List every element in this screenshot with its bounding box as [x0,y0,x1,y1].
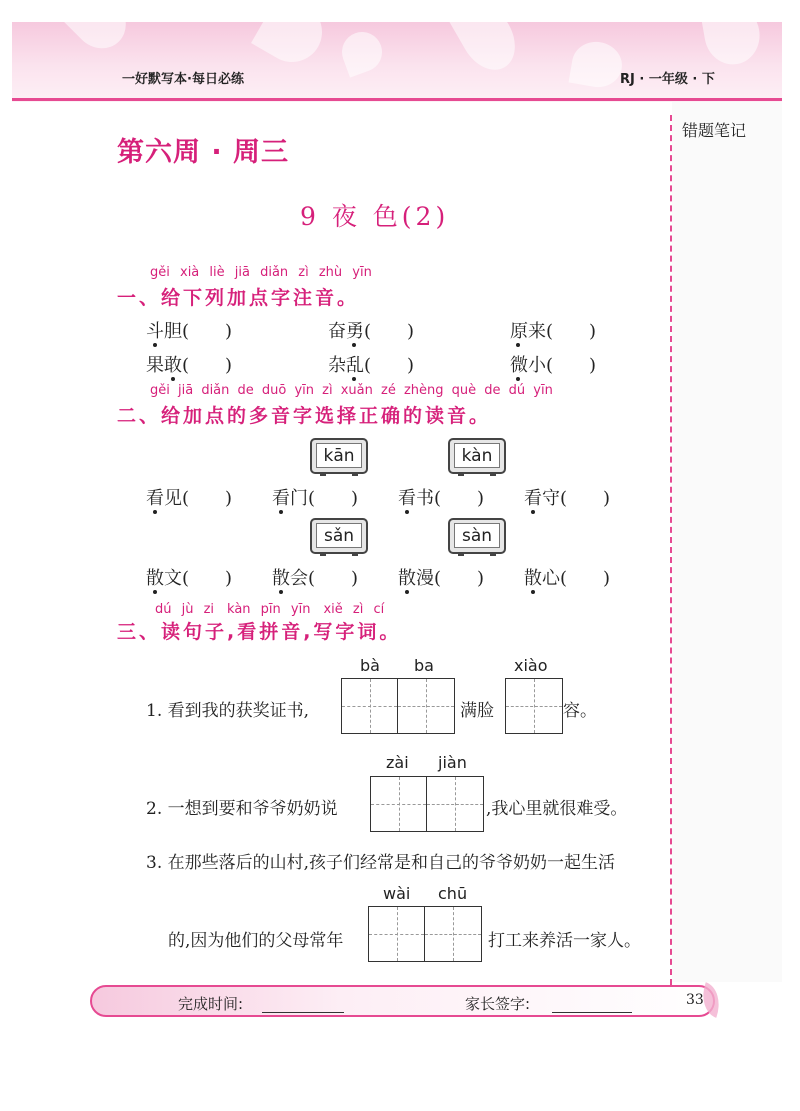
s2-row2-item-2: 散会( ) [272,568,359,589]
section2-pinyin: gěi jiā diǎn de duō yīn zì xuǎn zé zhèng què de dú yīn [150,383,553,398]
q2-text-b: ,我心里就很难受。 [486,799,628,819]
s1-item-1: 斗胆( ) [146,321,233,342]
emphasis-dot [516,343,520,347]
emphasis-dot [531,510,535,514]
q3-answer-grid[interactable] [368,906,482,962]
emphasis-dot [352,377,356,381]
q1-answer-grid[interactable] [341,678,455,734]
q2-pinyin-2: jiàn [438,753,467,772]
q2-answer-grid[interactable] [370,776,484,832]
section3-pinyin: dú jù zi kàn pīn yīn xiě zì cí [155,602,385,617]
emphasis-dot [153,510,157,514]
q1-text-b: 满脸 [460,701,494,721]
s2-row2-item-1: 散文( ) [146,568,233,589]
completion-time-field[interactable] [262,1012,344,1013]
emphasis-dot [516,377,520,381]
header-banner [12,22,782,102]
s2-row2-item-3: 散漫( ) [398,568,485,589]
section3-title: 三、读句子,看拼音,写字词。 [117,621,402,643]
q2-pinyin-1: zài [386,753,409,772]
q3-text-a: 的,因为他们的父母常年 [168,931,344,951]
q1-pinyin-2: ba [414,656,434,675]
q2-text-a: 2. 一想到要和爷爷奶奶说 [146,799,338,819]
q3-pinyin-2: chū [438,884,468,903]
section2-title: 二、给加点的多音字选择正确的读音。 [117,405,492,427]
s1-item-4: 果敢( ) [146,355,233,376]
pinyin-card: kàn [448,438,506,474]
header-series-title: 一好默写本·每日必练 [122,72,244,87]
parent-signature-field[interactable] [552,1012,632,1013]
emphasis-dot [531,590,535,594]
s1-item-5: 杂乱( ) [328,355,415,376]
notes-divider [670,115,672,985]
section1-pinyin: gěi xià liè jiā diǎn zì zhù yīn [150,265,372,280]
q1-text-a: 1. 看到我的获奖证书, [146,701,310,721]
q3-pinyin-1: wài [383,884,411,903]
emphasis-dot [405,510,409,514]
section1-title: 一、给下列加点字注音。 [117,287,360,309]
completion-time-label: 完成时间: [178,995,244,1013]
q1-pinyin-1: bà [360,656,380,675]
q3-line-1: 3. 在那些落后的山村,孩子们经常是和自己的爷爷奶奶一起生活 [146,853,616,873]
s2-row1-item-1: 看见( ) [146,488,233,509]
pinyin-card: sǎn [310,518,368,554]
notes-column [672,102,782,982]
week-title: 第六周 · 周三 [117,137,290,168]
s2-row1-item-4: 看守( ) [524,488,611,509]
q1-pinyin-3: xiào [514,656,548,675]
emphasis-dot [405,590,409,594]
emphasis-dot [153,343,157,347]
q3-text-b: 打工来养活一家人。 [488,931,641,951]
s1-item-6: 微小( ) [510,355,597,376]
pinyin-card: kān [310,438,368,474]
header-divider [12,98,782,101]
parent-signature-label: 家长签字: [465,995,531,1013]
notes-title: 错题笔记 [682,121,747,140]
emphasis-dot [352,343,356,347]
emphasis-dot [279,510,283,514]
pinyin-card: sàn [448,518,506,554]
header-grade-info: RJ · 一年级 · 下 [620,72,715,87]
page-number: 33 [686,992,704,1008]
emphasis-dot [279,590,283,594]
s2-row2-item-4: 散心( ) [524,568,611,589]
s1-item-3: 原来( ) [510,321,597,342]
s2-row1-item-2: 看门( ) [272,488,359,509]
q1-answer-grid-2[interactable] [505,678,563,734]
lesson-title: 9 夜 色(2) [300,202,450,231]
s1-item-2: 奋勇( ) [328,321,415,342]
emphasis-dot [171,377,175,381]
s2-row1-item-3: 看书( ) [398,488,485,509]
q1-text-c: 容。 [563,701,597,721]
emphasis-dot [153,590,157,594]
